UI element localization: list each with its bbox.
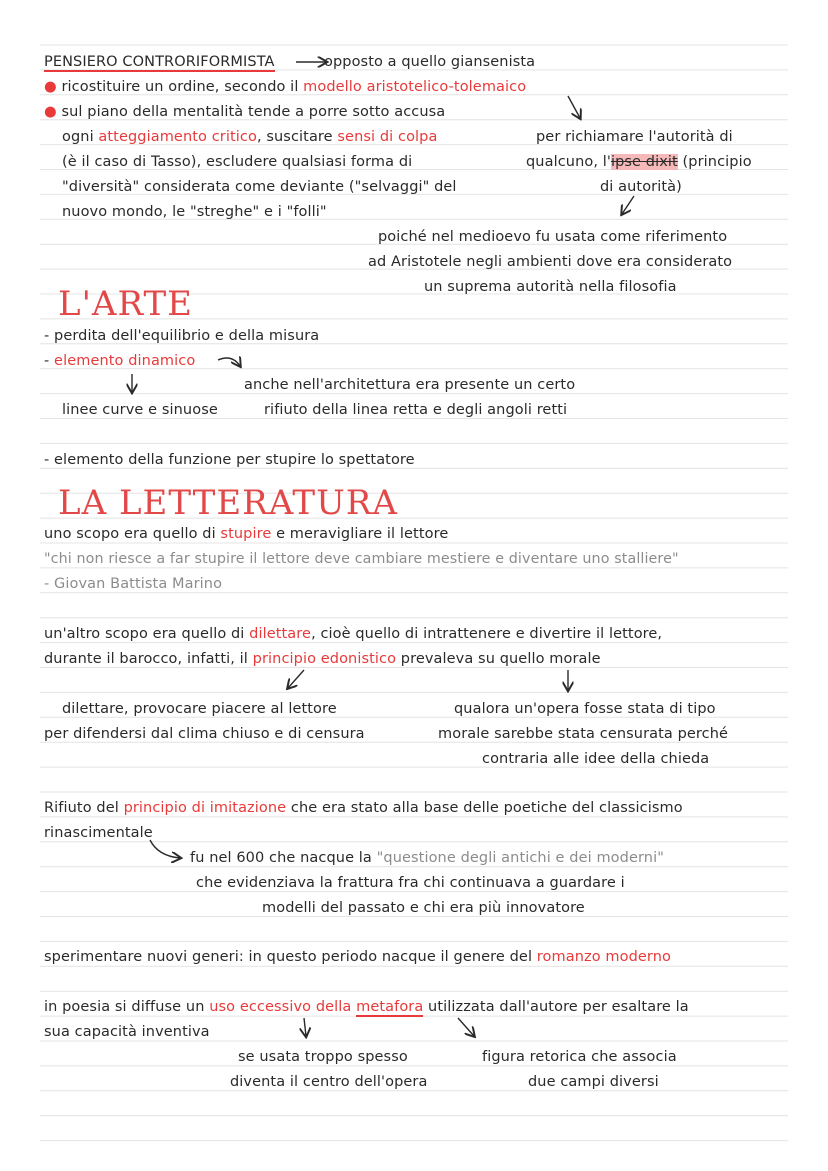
dilettare-line-1 [44, 625, 662, 643]
text-intrattenere: , cioè quello di intrattenere e divertire il lettore, [311, 626, 663, 642]
mentalita-line-2 [62, 128, 437, 146]
poesia-right-1: figura retorica che associa [482, 1049, 677, 1065]
metafora-highlight: metafora [356, 999, 424, 1015]
questione-line-1 [190, 849, 664, 867]
text-600: fu nel 600 che nacque la [190, 850, 377, 866]
pensiero-title: PENSIERO CONTRORIFORMISTA [44, 54, 275, 70]
mentalita-line-4: "diversità" considerata come deviante ("selvaggi" del [62, 179, 457, 195]
mentalita-text: sul piano della mentalità tende a porre sotto accusa [61, 104, 446, 120]
text-qualcuno: qualcuno, l' [526, 154, 611, 170]
text-scopo: uno scopo era quello di [44, 526, 221, 542]
stupire-highlight: stupire [220, 526, 272, 542]
bullet-ordine [44, 78, 526, 96]
dash: - [44, 353, 55, 369]
arte-line-3: - elemento della funzione per stupire lo spettatore [44, 452, 415, 468]
questione-line-3: modelli del passato e chi era più innovatore [262, 900, 585, 916]
side-note-1: per richiamare l'autorità di [536, 129, 733, 145]
poesia-line-1 [44, 998, 689, 1016]
dilettare-right-1: qualora un'opera fosse stata di tipo [454, 701, 716, 717]
dilettare-line-2 [44, 650, 601, 668]
arte-line-2 [44, 352, 195, 370]
poiche-line-1: poiché nel medioevo fu usata come riferimento [378, 229, 728, 245]
questione-line-2: che evidenziava la frattura fra chi continuava a guardare i [196, 875, 625, 891]
text-ogni: ogni [62, 129, 99, 145]
modello-aristotelico-highlight: modello aristotelico-tolemaico [303, 79, 527, 95]
architettura-line-1: anche nell'architettura era presente un certo [244, 377, 576, 393]
text-prevaleva: prevaleva su quello morale [396, 651, 601, 667]
dilettare-left-1: dilettare, provocare piacere al lettore [62, 701, 337, 717]
dilettare-right-2: morale sarebbe stata censurata perché [438, 726, 729, 742]
opposto-text: opposto a quello giansenista [323, 54, 536, 70]
stupire-line [44, 525, 448, 543]
dilettare-left-2: per difendersi dal clima chiuso e di censura [44, 726, 365, 742]
elemento-dinamico-highlight: elemento dinamico [54, 353, 196, 369]
text-principio: (principio [677, 154, 752, 170]
text-poetiche: che era stato alla base delle poetiche del classicismo [286, 800, 683, 816]
linee-curve-text: linee curve e sinuose [62, 402, 218, 418]
side-note-3: di autorità) [600, 179, 682, 195]
principio-imitazione-highlight: principio di imitazione [123, 800, 287, 816]
bullet-dot-icon: ● [44, 104, 57, 120]
side-note-2 [526, 153, 752, 171]
text-esaltare: utilizzata dall'autore per esaltare la [423, 999, 689, 1015]
sensi-di-colpa-highlight: sensi di colpa [337, 129, 438, 145]
bullet-ordine-text: ricostituire un ordine, secondo il [61, 79, 304, 95]
text-sperimentare: sperimentare nuovi generi: in questo periodo nacque il genere del [44, 949, 537, 965]
poiche-line-3: un suprema autorità nella filosofia [424, 279, 677, 295]
dilettare-right-3: contraria alle idee della chieda [482, 751, 710, 767]
letteratura-heading: LA LETTERATURA [58, 483, 398, 523]
arte-line-1: - perdita dell'equilibrio e della misura [44, 328, 320, 344]
mentalita-line-5: nuovo mondo, le "streghe" e i "folli" [62, 204, 327, 220]
text-altro-scopo: un'altro scopo era quello di [44, 626, 250, 642]
poesia-line-2: sua capacità inventiva [44, 1024, 210, 1040]
text-poesia: in poesia si diffuse un [44, 999, 210, 1015]
text-barocco: durante il barocco, infatti, il [44, 651, 253, 667]
text-suscitare: , suscitare [256, 129, 338, 145]
text-meravigliare: e meravigliare il lettore [271, 526, 449, 542]
sperimentare-line [44, 948, 671, 966]
atteggiamento-critico-highlight: atteggiamento critico [98, 129, 257, 145]
marino-quote: "chi non riesce a far stupire il lettore deve cambiare mestiere e diventare uno stalliere" [44, 551, 679, 567]
dilettare-highlight: dilettare [249, 626, 312, 642]
pensiero-title-line [44, 53, 535, 71]
poesia-left-1: se usata troppo spesso [238, 1049, 408, 1065]
principio-edonistico-highlight: principio edonistico [252, 651, 397, 667]
poesia-right-2: due campi diversi [528, 1074, 659, 1090]
romanzo-moderno-highlight: romanzo moderno [536, 949, 671, 965]
mentalita-line-3: (è il caso di Tasso), escludere qualsiasi forma di [62, 154, 413, 170]
marino-author: - Giovan Battista Marino [44, 576, 223, 592]
bullet-dot-icon: ● [44, 79, 57, 95]
poiche-line-2: ad Aristotele negli ambienti dove era considerato [368, 254, 733, 270]
rifiuto-line-2: rinascimentale [44, 825, 153, 841]
rifiuto-line-1 [44, 799, 683, 817]
ipse-dixit-highlight: ipse dixit [610, 154, 678, 170]
text-rifiuto: Rifiuto del [44, 800, 124, 816]
uso-eccessivo-highlight: uso eccessivo della [209, 999, 357, 1015]
questione-quote: "questione degli antichi e dei moderni" [376, 850, 664, 866]
arte-heading: L'ARTE [58, 284, 193, 324]
bullet-mentalita [44, 103, 445, 121]
poesia-left-2: diventa il centro dell'opera [230, 1074, 428, 1090]
architettura-line-2: rifiuto della linea retta e degli angoli retti [264, 402, 568, 418]
